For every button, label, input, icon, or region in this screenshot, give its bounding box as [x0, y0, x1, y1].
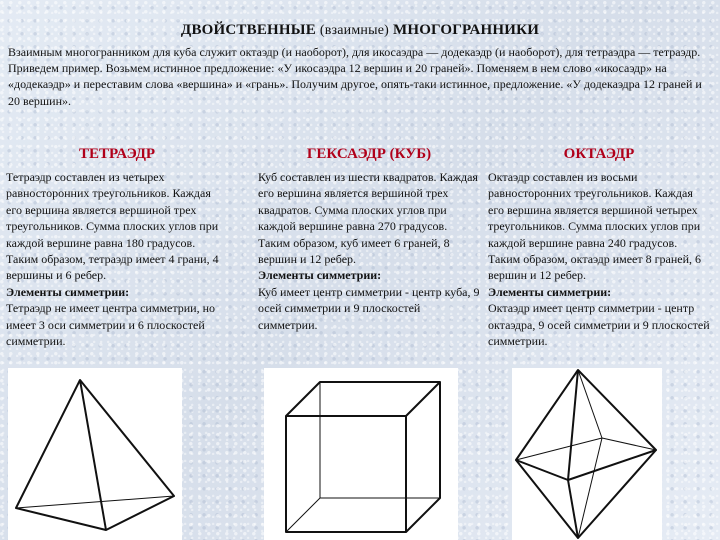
octahedron-figure — [512, 368, 662, 540]
tetrahedron-front-edge — [80, 380, 106, 530]
octahedron-upper-outline — [516, 370, 656, 480]
cube-hidden-diagonal — [286, 498, 320, 532]
cube-drawing — [264, 368, 458, 540]
cube-column — [258, 145, 480, 333]
octahedron-lower-outline — [516, 450, 656, 538]
octahedron-front-edge-bottom — [568, 480, 578, 538]
cube-top-edges — [286, 382, 440, 416]
octahedron-symmetry-label: Элементы симметрии: — [488, 284, 612, 299]
intro-text — [8, 44, 712, 109]
title-sub: (взаимные) — [319, 23, 390, 38]
octahedron-front-edge-top — [568, 370, 578, 480]
octahedron-drawing — [512, 368, 662, 540]
octahedron-back-edge-top — [578, 370, 602, 438]
tetrahedron-symmetry: Тетраэдр не имеет центра симметрии, но имеет 3 оси симметрии и 6 плоскостей симметрии. — [6, 301, 216, 349]
cube-right-edges — [406, 382, 440, 532]
page-title — [0, 22, 720, 39]
intro-line-2: Приведем пример. Возьмем истинное предложение: «У икосаэдра 12 вершин и 20 граней». Поменяем в нем слово «икосаэдр» на «додекаэдр» и переставим слова «вершина» и «грань». Получим другое, опять-таки истинное, предложение. «У додекаэдра 12 граней и 20 вершин». — [8, 61, 702, 108]
tetrahedron-description: Тетраэдр составлен из четырех равносторонних треугольников. Каждая его вершина является вершиной трех треугольников. Сумма плоских углов при каждой вершине равна 180 градусов. Таким образом, тетраэдр имеет 4 грани, 4 вершины и 6 ребер. — [6, 170, 219, 283]
tetrahedron-drawing — [8, 368, 182, 540]
cube-description: Куб составлен из шести квадратов. Каждая его вершина является вершиной трех квадратов. Сумма плоских углов при каждой вершине равна 270 градусов. Таким образом, куб имеет 6 граней, 8 вершин и 12 ребер. — [258, 170, 478, 267]
cube-figure — [264, 368, 458, 540]
tetrahedron-column — [6, 145, 228, 349]
octahedron-symmetry: Октаэдр имеет центр симметрии - центр октаэдра, 9 осей симметрии и 9 плоскостей симметрии. — [488, 301, 710, 349]
cube-title: ГЕКСАЭДР (КУБ) — [306, 146, 432, 162]
tetrahedron-figure — [8, 368, 182, 540]
tetrahedron-symmetry-label: Элементы симметрии: — [6, 284, 130, 299]
title-main: ДВОЙСТВЕННЫЕ — [180, 22, 316, 38]
tetrahedron-outline — [16, 380, 174, 530]
tetrahedron-title: ТЕТРАЭДР — [78, 146, 156, 162]
intro-line-1: Взаимным многогранником для куба служит октаэдр (и наоборот), для икосаэдра — додекаэдр (и наоборот), для тетраэдра — тетраэдр. — [8, 45, 701, 59]
tetrahedron-back-edge — [16, 496, 174, 508]
cube-symmetry-label: Элементы симметрии: — [258, 268, 382, 283]
octahedron-column — [488, 145, 710, 349]
octahedron-description: Октаэдр составлен из восьми равносторонних треугольников. Каждая его вершина является вершиной четырех треугольников. Сумма плоских углов при каждой вершине равна 240 градусов. Таким образом, октаэдр имеет 8 граней, 6 вершин и 12 ребер. — [488, 170, 702, 283]
octahedron-title: ОКТАЭДР — [563, 146, 635, 162]
cube-symmetry: Куб имеет центр симметрии - центр куба, 9 осей симметрии и 9 плоскостей симметрии. — [258, 284, 480, 332]
title-tail: МНОГОГРАННИКИ — [392, 22, 540, 38]
